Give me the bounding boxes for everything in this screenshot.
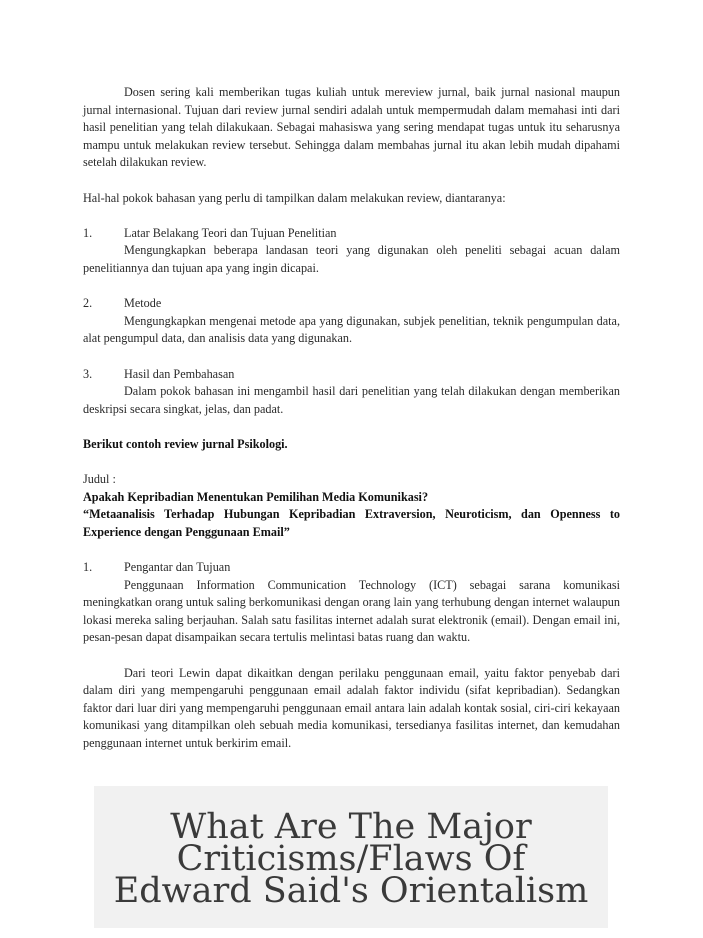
point-item-3: [83, 366, 620, 384]
title-overlay-banner: [94, 786, 608, 928]
section-number: 1.: [83, 560, 93, 575]
journal-title: Apakah Kepribadian Menentukan Pemilihan Media Komunikasi?: [83, 489, 429, 504]
point-title: Latar Belakang Teori dan Tujuan Penelitian: [124, 225, 337, 240]
point-number: 2.: [83, 296, 93, 311]
example-heading: Berikut contoh review jurnal Psikologi.: [83, 436, 288, 451]
document-body: [83, 84, 620, 753]
journal-subtitle: “Metaanalisis Terhadap Hubungan Kepribadian Extraversion, Neuroticism, dan Openness to Experience dengan Penggunaan Email”: [83, 507, 620, 539]
point-description: Mengungkapkan beberapa landasan teori yang digunakan oleh peneliti sebagai acuan dalam penelitiannya dan tujuan apa yang ingin dicapai.: [83, 243, 620, 275]
point-title: Hasil dan Pembahasan: [124, 366, 235, 381]
section-1-paragraph-1: Penggunaan Information Communication Technology (ICT) sebagai sarana komunikasi meningkatkan orang untuk saling berkomunikasi dengan orang lain yang terhubung dengan internet walaupun lokasi mereka saling berjauhan. Salah satu fasilitas internet adalah surat elektronik (email). Dengan email ini, pesan-pesan dapat disampaikan secara tertulis melintasi batas ruang dan waktu.: [83, 577, 620, 645]
section-1-paragraph-2: Dari teori Lewin dapat dikaitkan dengan perilaku penggunaan email, yaitu faktor penyebab dari dalam diri yang mempengaruhi penggunaan email adalah faktor individu (sifat kepribadian). Sedangkan faktor dari luar diri yang mempengaruhi penggunaan email antara lain adalah kontak sosial, ciri-ciri kekayaan komunikasi yang ditampilkan oleh sebuah media komunikasi, tersedianya fasilitas internet, dan kemudahan penggunaan internet untuk berkirim email.: [83, 665, 620, 750]
point-number: 3.: [83, 366, 93, 381]
judul-label: Judul :: [83, 472, 116, 487]
section-1-heading: [83, 559, 620, 577]
point-item-1: [83, 225, 620, 243]
section-title: Pengantar dan Tujuan: [124, 560, 231, 575]
point-description: Dalam pokok bahasan ini mengambil hasil dari penelitian yang telah dilakukan dengan memberikan deskripsi secara singkat, jelas, dan padat.: [83, 384, 620, 416]
point-item-2: [83, 295, 620, 313]
intro-paragraph: Dosen sering kali memberikan tugas kuliah untuk mereview jurnal, baik jurnal nasional maupun jurnal internasional. Tujuan dari review jurnal sendiri adalah untuk mempermudah dalam memahasi inti dari hasil penelitian yang telah dilakukaan. Sebagai mahasiswa yang sering mendapat tugas untuk itu seharusnya mampu untuk melakukan review tersebut. Sehingga dalam membahas jurnal itu akan lebih mudah dipahami setelah dilakukan review.: [83, 85, 620, 170]
points-heading: Hal-hal pokok bahasan yang perlu di tampilkan dalam melakukan review, diantaranya:: [83, 190, 506, 205]
point-title: Metode: [124, 296, 162, 311]
point-number: 1.: [83, 225, 93, 240]
point-description: Mengungkapkan mengenai metode apa yang digunakan, subjek penelitian, teknik pengumpulan data, alat pengumpul data, dan analisis data yang digunakan.: [83, 313, 620, 346]
overlay-title: What Are The Major Criticisms/Flaws Of Edward Said's Orientalism: [113, 807, 589, 911]
